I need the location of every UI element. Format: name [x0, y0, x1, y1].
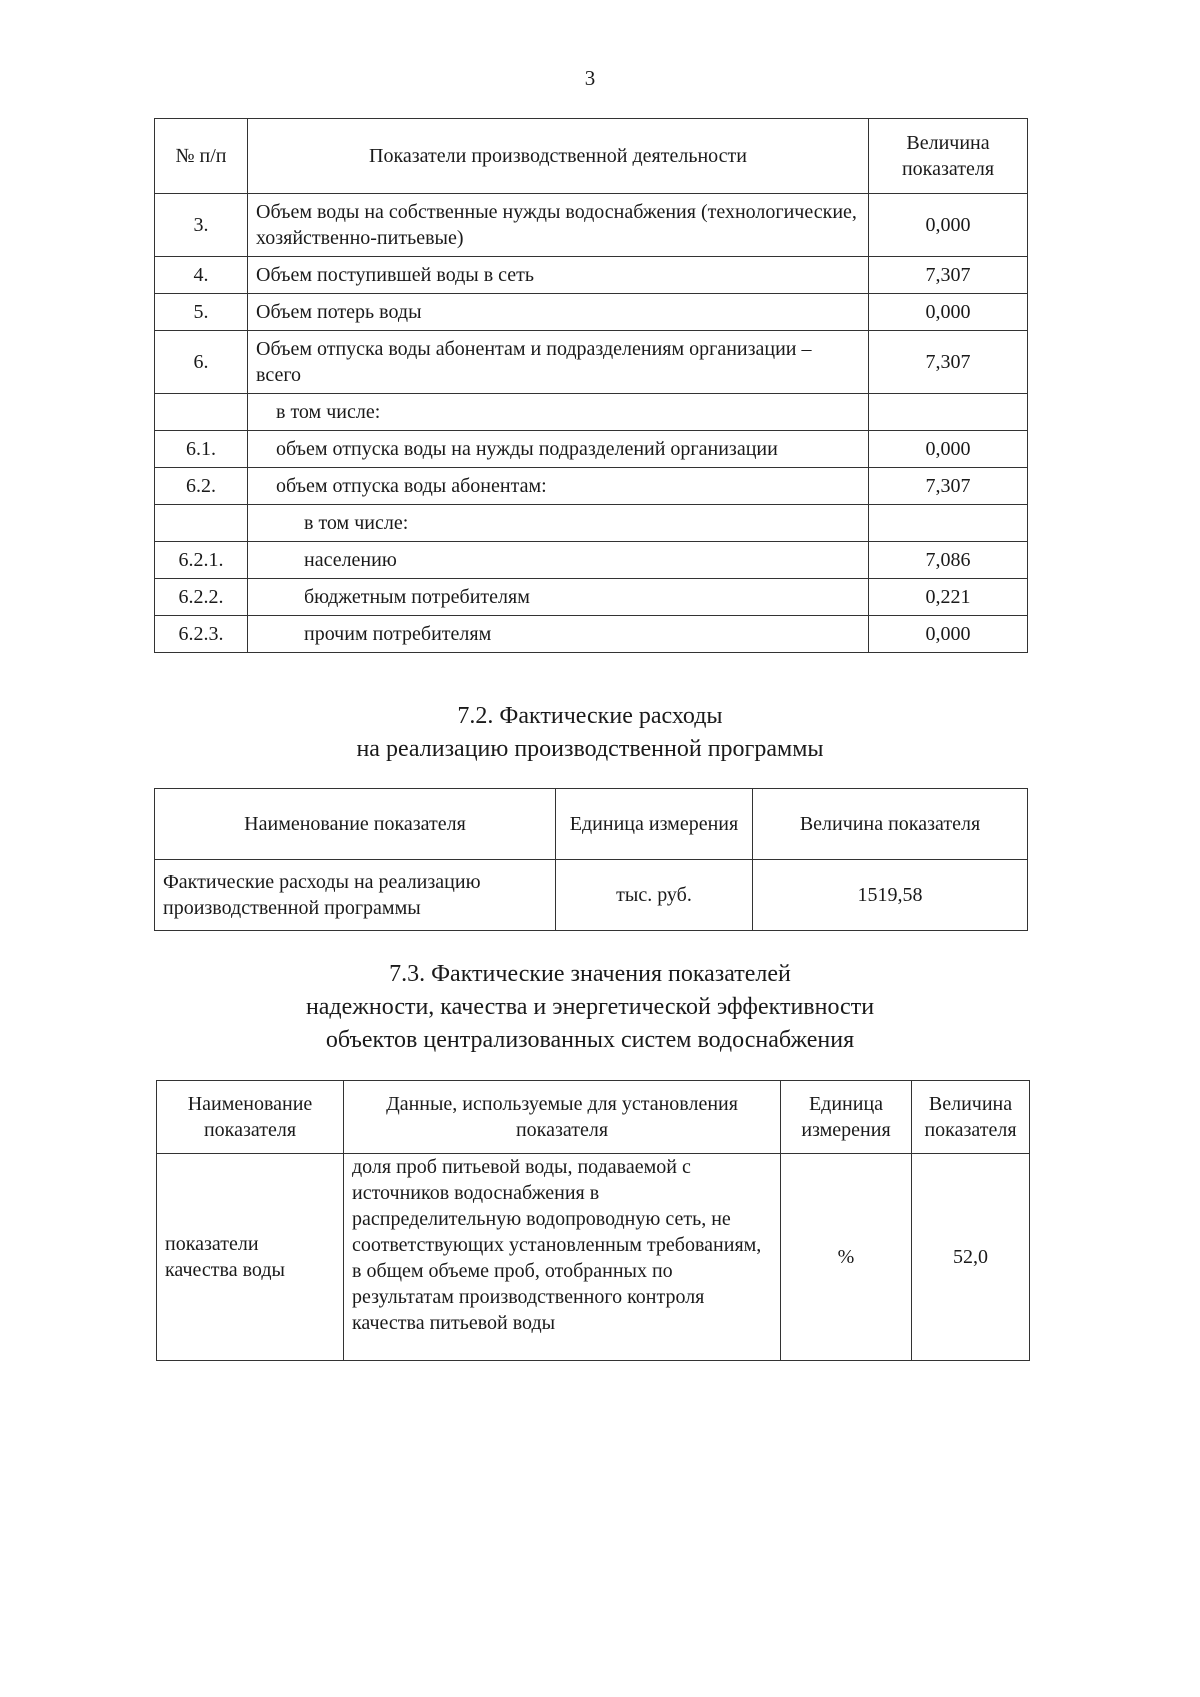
section-7-2-heading	[0, 700, 1180, 766]
row-label: объем отпуска воды на нужды подразделений организации	[248, 431, 869, 468]
row-label: населению	[248, 542, 869, 579]
row-label: объем отпуска воды абонентам:	[248, 468, 869, 505]
table-row	[155, 331, 1028, 394]
quality-indicators-table	[156, 1080, 1030, 1361]
table-row	[155, 257, 1028, 294]
row-value: 0,221	[869, 579, 1028, 616]
heading-line: объектов централизованных систем водоснабжения	[325, 1027, 855, 1053]
row-num	[155, 394, 248, 431]
header-value: Величина показателя	[869, 119, 1028, 194]
table-row	[155, 579, 1028, 616]
table-row	[155, 860, 1028, 931]
row-value: 0,000	[869, 616, 1028, 653]
row-value	[869, 394, 1028, 431]
page-number: 3	[584, 66, 596, 90]
heading-line: 7.3. Фактические значения показателей	[389, 961, 791, 987]
row-num: 6.2.3.	[155, 616, 248, 653]
row-label: бюджетным потребителям	[248, 579, 869, 616]
row-label: Объем отпуска воды абонентам и подразделениям организации – всего	[248, 331, 869, 394]
header-unit: Единица измерения	[781, 1081, 912, 1154]
header-num: № п/п	[155, 119, 248, 194]
table-header-row	[155, 119, 1028, 194]
header-name: Наименование показателя	[155, 789, 556, 860]
header-value: Величина показателя	[912, 1081, 1030, 1154]
row-value: 7,307	[869, 257, 1028, 294]
heading-line: надежности, качества и энергетической эффективности	[305, 994, 875, 1020]
table-header-row	[155, 789, 1028, 860]
row-value: 0,000	[869, 294, 1028, 331]
heading-line: на реализацию производственной программы	[356, 736, 824, 762]
row-name: показатели качества воды	[157, 1154, 344, 1361]
table-row	[155, 505, 1028, 542]
header-name: Наименование показателя	[157, 1081, 344, 1154]
header-unit: Единица измерения	[556, 789, 753, 860]
row-value	[869, 505, 1028, 542]
row-data: доля проб питьевой воды, подаваемой с источников водоснабжения в распределительную водопроводную сеть, не соответствующих установленным требованиям, в общем объеме проб, отобранных по результатам производственного контроля качества питьевой воды	[344, 1154, 781, 1361]
table-row	[155, 194, 1028, 257]
row-num: 4.	[155, 257, 248, 294]
row-label: Объем потерь воды	[248, 294, 869, 331]
header-value: Величина показателя	[753, 789, 1028, 860]
row-num: 6.	[155, 331, 248, 394]
table-row	[155, 431, 1028, 468]
row-value: 7,086	[869, 542, 1028, 579]
row-value: 7,307	[869, 468, 1028, 505]
table-row	[155, 468, 1028, 505]
header-data: Данные, используемые для установления показателя	[344, 1081, 781, 1154]
row-label: прочим потребителям	[248, 616, 869, 653]
row-unit: тыс. руб.	[556, 860, 753, 931]
table-row	[155, 616, 1028, 653]
row-num: 6.2.	[155, 468, 248, 505]
row-unit: %	[781, 1154, 912, 1361]
row-label: Объем поступившей воды в сеть	[248, 257, 869, 294]
section-7-3-heading	[0, 958, 1180, 1057]
table-row	[157, 1154, 1030, 1361]
row-num: 6.1.	[155, 431, 248, 468]
row-name: Фактические расходы на реализацию производственной программы	[155, 860, 556, 931]
table-header-row	[157, 1081, 1030, 1154]
row-value: 52,0	[912, 1154, 1030, 1361]
heading-line: 7.2. Фактические расходы	[457, 703, 723, 729]
table-row	[155, 394, 1028, 431]
row-value: 0,000	[869, 194, 1028, 257]
row-label: в том числе:	[248, 505, 869, 542]
row-num: 3.	[155, 194, 248, 257]
production-indicators-table	[154, 118, 1028, 653]
row-num: 6.2.2.	[155, 579, 248, 616]
table-row	[155, 294, 1028, 331]
row-value: 0,000	[869, 431, 1028, 468]
row-label: в том числе:	[248, 394, 869, 431]
actual-expenses-table	[154, 788, 1028, 931]
header-indicator: Показатели производственной деятельности	[248, 119, 869, 194]
row-value: 1519,58	[753, 860, 1028, 931]
row-label: Объем воды на собственные нужды водоснабжения (технологические, хозяйственно-питьевые)	[248, 194, 869, 257]
row-num: 6.2.1.	[155, 542, 248, 579]
row-num	[155, 505, 248, 542]
row-value: 7,307	[869, 331, 1028, 394]
row-num: 5.	[155, 294, 248, 331]
table-row	[155, 542, 1028, 579]
